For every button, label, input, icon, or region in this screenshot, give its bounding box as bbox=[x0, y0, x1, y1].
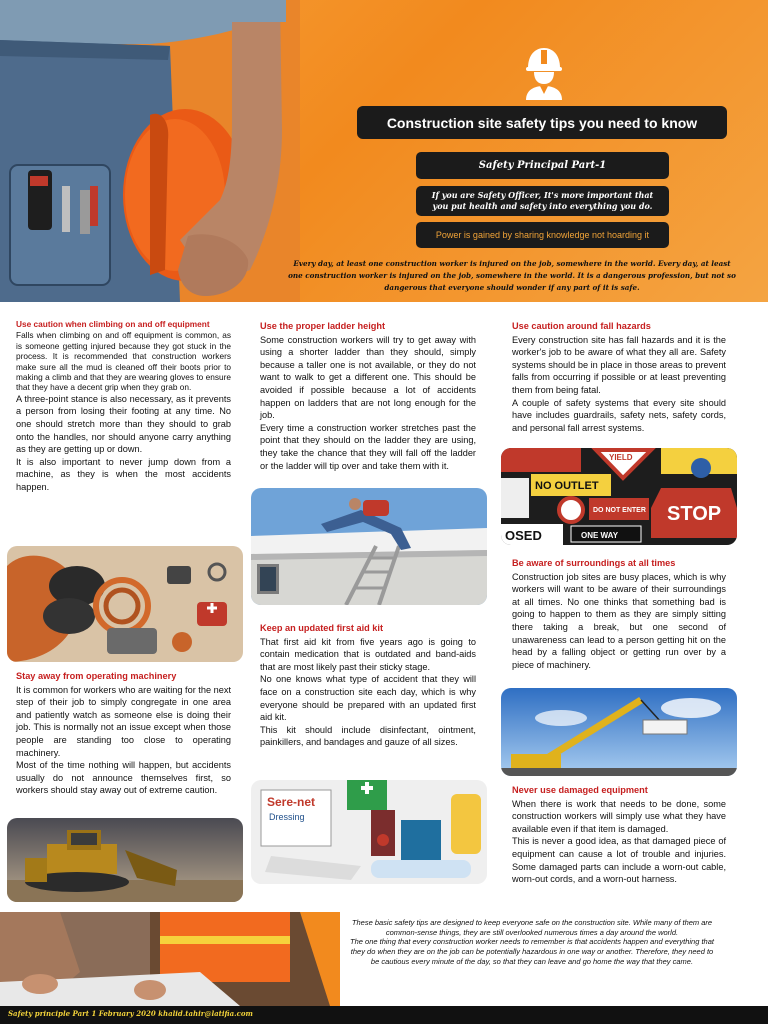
safety-officer-quote: If you are Safety Officer, It's more important that you put health and safety into everything you do. bbox=[416, 186, 669, 216]
article-paragraph: It is also important to never jump down from a machine, as they is when the most accidents happen. bbox=[16, 456, 231, 492]
hardhat-worker-icon bbox=[522, 44, 566, 100]
article-paragraph: This is never a good idea, as that damaged piece of equipment can cause a lot of trouble and injuries. Some damaged parts can include a worn-out cable, worn-out cords, and a worn-out harness. bbox=[512, 836, 726, 885]
article-heading: Use caution around fall hazards bbox=[512, 321, 651, 331]
article-paragraph: It is common for workers who are waiting for the next step of their job to simply congregate in one area and patiently watch as someone else is doing their job. This is normally not an issue except when those people are standing too close to operating machinery. bbox=[16, 684, 231, 758]
article-paragraph: A couple of safety systems that every site should have includes guardrails, safety nets, safety cords, and personal fall arrest systems. bbox=[512, 397, 726, 433]
article-paragraph: Falls when climbing on and off equipment is common, as is someone getting injured because they got stuck in the process. It is recommended that construction workers make sure all the mud is cleaned off their boots prior to making a climb and that they are wearing gloves to ensure that they have a decent grip when they grab on. bbox=[16, 330, 231, 393]
yield-sign-text: YIELD bbox=[609, 453, 633, 462]
one-way-sign-text: ONE WAY bbox=[581, 531, 619, 540]
worker-holding-hardhat-photo bbox=[0, 0, 300, 302]
footer-paragraph: These basic safety tips are designed to keep everyone safe on the construction site. While many of them are common-sense things, they are still overlooked numerous times a day around the world. bbox=[351, 918, 713, 937]
hero-banner bbox=[0, 0, 768, 302]
dressing-brand-label: Sere-net bbox=[267, 795, 316, 809]
ladder-worker-photo bbox=[251, 488, 487, 605]
closed-sign-text: OSED bbox=[505, 528, 542, 543]
stop-sign-text: STOP bbox=[667, 503, 722, 525]
credit-line: Safety principle Part 1 February 2020 khalid.tahir@latifia.com bbox=[8, 1009, 253, 1018]
knowledge-quote: Power is gained by sharing knowledge not hoarding it bbox=[416, 222, 669, 248]
traffic-signs-collage-photo bbox=[501, 448, 737, 545]
do-not-enter-sign-text: DO NOT ENTER bbox=[593, 507, 646, 514]
bulldozer-photo bbox=[7, 818, 243, 902]
article-paragraph: Some construction workers will try to get away with using a shorter ladder than they should, simply because a taller one is not available, or they do not want to walk to get a different one. This should be avoided if possible because a lot of accidents happen on ladders that are not long enough for the job. bbox=[260, 334, 476, 421]
no-outlet-sign-text: NO OUTLET bbox=[535, 480, 599, 492]
hero-tagline: Every day, at least one construction worker is injured on the job, somewhere in the world. Every day, at least one construction worker is injured on the job, somewhere in the world. It is a dangerous profession, but not so dangerous that everyone should wonder if any part of it is safe. bbox=[288, 259, 736, 292]
footer-summary bbox=[346, 918, 718, 967]
article-heading: Never use damaged equipment bbox=[512, 785, 648, 795]
article-heading: Keep an updated first aid kit bbox=[260, 623, 384, 633]
page-title: Construction site safety tips you need to know bbox=[357, 106, 727, 139]
article-heading: Stay away from operating machinery bbox=[16, 671, 177, 681]
article-heading: Be aware of surroundings at all times bbox=[512, 558, 676, 568]
article-paragraph: When there is work that needs to be done, some construction workers will simply use what they have available even if that item is damaged. bbox=[512, 798, 726, 834]
crane-lifting-photo bbox=[501, 688, 737, 776]
article-machinery bbox=[16, 670, 231, 797]
article-ladder bbox=[260, 320, 476, 472]
article-paragraph: That first aid kit from five years ago is going to contain medication that is outdated and band-aids that are most likely past their sticky stage. bbox=[260, 636, 476, 672]
article-damaged-equipment bbox=[512, 784, 726, 886]
article-heading: Use the proper ladder height bbox=[260, 321, 386, 331]
article-paragraph: Every construction site has fall hazards and it is the worker's job to be aware of what they all are. Safety systems should be in place in those areas to prevent falls from occurring if possible or at least preventing them from being fatal. bbox=[512, 334, 726, 395]
dressing-product-label: Dressing bbox=[269, 812, 305, 822]
series-subtitle: Safety Principal Part-1 bbox=[416, 152, 669, 179]
article-firstaid bbox=[260, 622, 476, 749]
article-heading: Use caution when climbing on and off equipment bbox=[16, 319, 210, 329]
workers-blueprint-photo bbox=[0, 912, 340, 1006]
article-paragraph: Construction job sites are busy places, which is why workers will want to be aware of their surroundings at all times. No one thinks that something bad is going to happen to them as they are simply sitting there taking a break, but one second of unawareness can lead to a person getting hit on the head by a falling object or getting run over by a piece of machinery. bbox=[512, 571, 726, 670]
first-aid-kit-photo bbox=[251, 780, 487, 884]
article-fall-hazards bbox=[512, 320, 726, 434]
safety-gear-photo bbox=[7, 546, 243, 662]
article-climbing bbox=[16, 319, 231, 494]
article-paragraph: No one knows what type of accident that they will face on a construction site each day, which is why everyone should be prepared with an updated first aid kit. bbox=[260, 674, 476, 723]
article-paragraph: Every time a construction worker stretches past the point that they should on the ladder they are using, they take the chance that they will fall off the ladder or the ladder will tip over and take them with it. bbox=[260, 422, 476, 471]
article-paragraph: This kit should include disinfectant, ointment, painkillers, and bandages and gauze of all sizes. bbox=[260, 724, 476, 748]
article-surroundings bbox=[512, 557, 726, 671]
article-paragraph: Most of the time nothing will happen, but accidents usually do not announce themselves first, so workers should stay away out of extreme caution. bbox=[16, 760, 231, 796]
footer-paragraph: The one thing that every construction worker needs to remember is that accidents happen and everything that they do when they are on the job can be potentially hazardous in one way or another. Therefore, they need to be cautious every minute of the day, so that they can leave and go home the way that they came. bbox=[350, 937, 714, 966]
article-paragraph: A three-point stance is also necessary, as it prevents a person from losing their footing at any time. No one should stretch more than they should to grab onto the handles, nor should anyone carry anything as they are getting up or down. bbox=[16, 393, 231, 455]
